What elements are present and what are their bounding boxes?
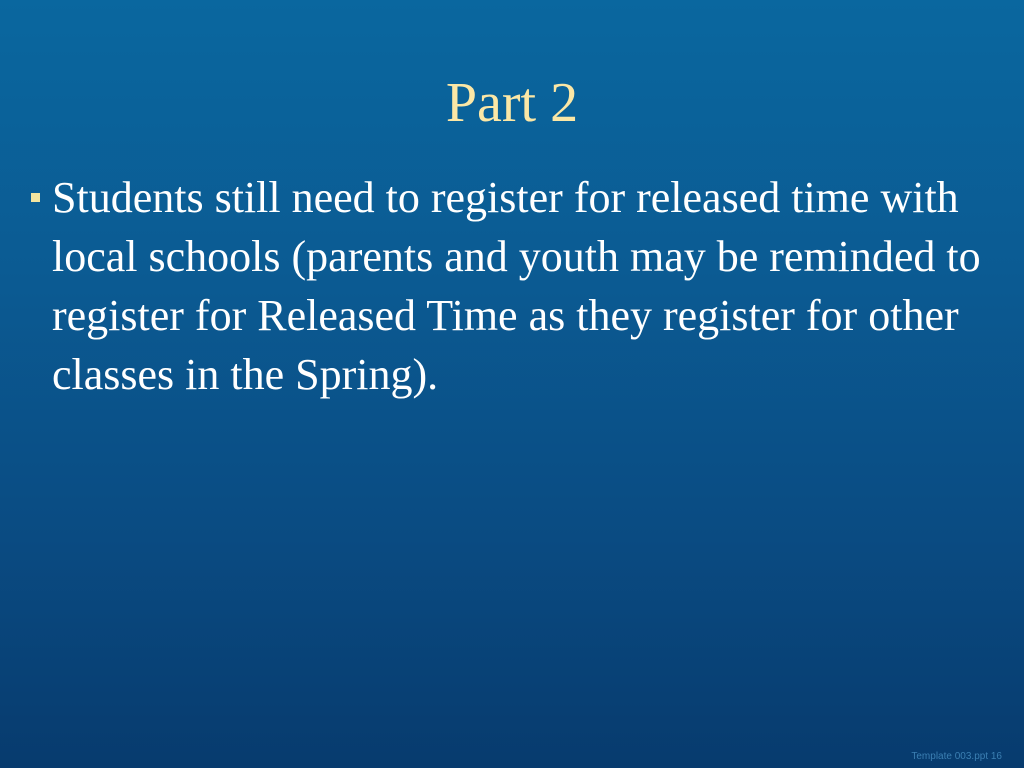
- square-bullet-icon: [31, 193, 40, 202]
- bullet-item: [28, 168, 988, 404]
- slide-title: Part 2: [445, 72, 579, 134]
- slide-footer: Template 003.ppt 16: [911, 751, 1002, 762]
- bullet-text: Students still need to register for released time with local schools (parents and youth may be reminded to register for Released Time as they register for other classes in the Spring).: [52, 173, 981, 399]
- bullet-list: [28, 168, 988, 404]
